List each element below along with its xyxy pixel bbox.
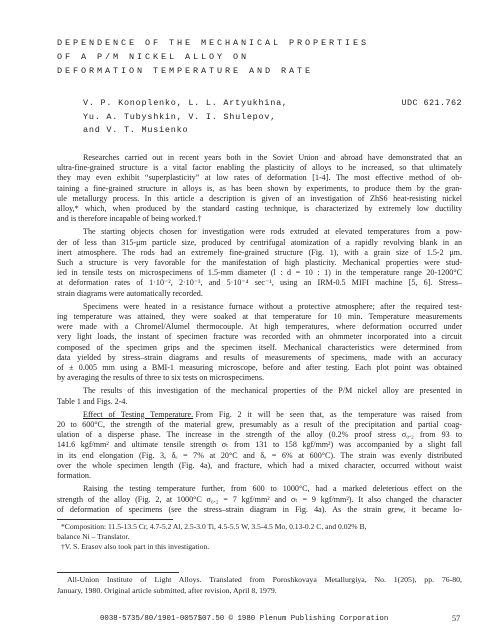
affiliation-line: All-Union Institute of Light Alloys. Translated from Poroshkovaya Metallurgiya, No. 1(205), pp. 76-80, <box>67 575 462 584</box>
text-line: of ± 0.005 mm using a BMI-1 measuring microscope, before and after testing. Each plot point was obtained <box>57 363 462 373</box>
text-line: data yielded by stress–strain diagrams and results of measurements of specimens, made with an accuracy <box>57 352 462 362</box>
footnote-line: †V. S. Erasov also took part in this investigation. <box>61 542 210 551</box>
title-line: DEFORMATION TEMPERATURE AND RATE <box>57 66 314 76</box>
text-line: taining a fine-grained structure in alloys is, as has been shown by experiments, to produce them by the gran- <box>57 183 462 193</box>
text-line: they may even exhibit “superplasticity” at low rates of deformation [1-4]. The most effective method of ob- <box>57 173 462 183</box>
paragraph-results-overview <box>57 386 462 406</box>
paragraph-materials <box>57 227 462 298</box>
paragraph-temperature-continued <box>57 484 462 515</box>
article-title <box>57 36 369 78</box>
title-line: DEPENDENCE OF THE MECHANICAL PROPERTIES <box>57 38 370 48</box>
author-line: Yu. A. Tubyshkin, V. I. Shulepov, <box>83 111 277 122</box>
text-line: ulation of a disperse phase. The increase in the strength of the alloy (0.2% proof stress σ₀.₂ from 93 to <box>57 430 462 440</box>
title-line: OF A P/M NICKEL ALLOY ON <box>57 52 250 62</box>
paragraph-temperature-effect <box>57 410 462 481</box>
text-line: ule metallurgy process. In this article a description is given of an investigation of ZhS6 heat-resisting nickel <box>57 193 462 203</box>
text-line: ultra-fine-grained structure is a vital factor enabling the plasticity of alloys to be increased, so that ultimately <box>57 163 462 173</box>
section-heading: Effect of Testing Temperature. <box>83 409 194 419</box>
text-line: 20 to 600°C, the strength of the material grew, presumably as a result of the precipitation and partial coag- <box>57 420 462 430</box>
footnote-rule <box>57 519 173 520</box>
text-line: composed of the specimen grips and the specimen itself. Mechanical characteristics were determined from <box>57 342 462 352</box>
footnote-line: balance Ni – Translator. <box>57 532 130 541</box>
author-line: V. P. Konoplenko, L. L. Artyukhina, <box>83 98 288 108</box>
footnotes <box>57 522 462 552</box>
page-footer <box>0 614 504 628</box>
text-line: ing temperature was attained, they were soaked at that temperature for 10 min. Temperature measurements <box>57 312 462 322</box>
text-line: formation. <box>57 471 91 481</box>
text-line: in its end elongation (Fig. 3, δₑ = 7% at 20°C and δₑ = 6% at 600°C). The strain was evenly distributed <box>57 450 462 460</box>
paragraph-procedure <box>57 302 462 384</box>
text-line: Table 1 and Figs. 2-4. <box>57 396 128 406</box>
text-line: Such a structure is very favorable for the manifestation of high plasticity. Mechanical properties were stud- <box>57 258 462 268</box>
author-line: and V. T. Musienko <box>83 125 189 136</box>
text-line: ied in tensile tests on microspecimens of 1.5-mm diameter (l : d = 10 : 1) in the temperature range 20-1200°C <box>57 268 462 278</box>
affiliation-line: January, 1980. Original article submitted, after revision, April 8, 1979. <box>57 585 277 595</box>
text-line <box>57 410 462 420</box>
text-line: The results of this investigation of the mechanical properties of the P/M nickel alloy are presented in <box>83 386 462 396</box>
text-line: strain diagrams were automatically recorded. <box>57 288 203 298</box>
text-line: strength of the alloy (Fig. 2, at 1000°C σ₀.₂ = 7 kgf/mm² and σₜ = 9 kgf/mm²). It also changed the character <box>57 494 462 504</box>
text-line: were made with a Chromel/Alumel thermocouple. At high temperatures, where deformation occurred under <box>57 322 462 332</box>
text-line: by averaging the results of three to six tests on microspecimens. <box>57 373 265 383</box>
text-line: at deformation rates of 1·10⁻², 2·10⁻³, and 5·10⁻⁴ sec⁻¹, using an IRM-0.5 MIFI machine [5, 6]. Stress– <box>57 278 462 288</box>
affiliation-rule <box>57 572 179 573</box>
author-list <box>83 97 288 138</box>
text-line: Specimens were heated in a resistance furnace without a protective atmosphere; after the required test- <box>83 301 462 311</box>
text-run: From Fig. 2 it will be seen that, as the temperature was raised from <box>195 409 462 419</box>
copyright-line: 0038-5735/80/1901-0057$07.50 © 1980 Plenum Publishing Corporation <box>100 615 389 623</box>
footnote-line: *Composition: 11.5-13.5 Cr, 4.7-5.2 Al, 2.5-3.0 Ti, 4.5-5.5 W, 3.5-4.5 Mo, 0.13-0.2 C, and 0.02% B, <box>61 522 367 531</box>
text-line: Researches carried out in recent years both in the Soviet Union and abroad have demonstrated that an <box>83 153 462 162</box>
text-line: of deformation of specimens (see the stress–strain diagram in Fig. 4a). As the strain grew, it became lo- <box>57 504 462 514</box>
affiliation-note <box>57 575 462 596</box>
text-line: over the whole specimen length (Fig. 4a), and fracture, which had a mixed character, occurred without waist <box>57 460 462 470</box>
text-line: The starting objects chosen for investigation were rods extruded at elevated temperatures from a pow- <box>83 227 462 237</box>
text-line: inert atmosphere. The rods had an extremely fine-grained structure (Fig. 1), with a grain size of 1.5-2 μm. <box>57 247 462 257</box>
text-line: Raising the testing temperature further, from 600 to 1000°C, had a marked deleterious effect on the <box>83 484 462 494</box>
article-body <box>57 153 462 518</box>
text-line: very light loads, the instant of specimen fracture was recorded with an ohmmeter incorporated into a circuit <box>57 332 462 342</box>
page-number: 57 <box>452 614 461 623</box>
text-line: 141.6 kgf/mm² and ultimate tensile strength σₜ from 131 to 158 kgf/mm²) was accompanied by a slight fall <box>57 440 462 450</box>
udc-number: UDC 621.762 <box>401 98 462 108</box>
text-line: der of less than 315-μm particle size, produced by centrifugal atomization of a rapidly revolving blank in an <box>57 237 462 247</box>
paragraph-introduction <box>57 153 462 224</box>
text-line: and is therefore incapable of being worked.† <box>57 214 202 224</box>
text-line: alloy,* which, when produced by the standard casting technique, is characterized by extremely low ductility <box>57 204 462 214</box>
